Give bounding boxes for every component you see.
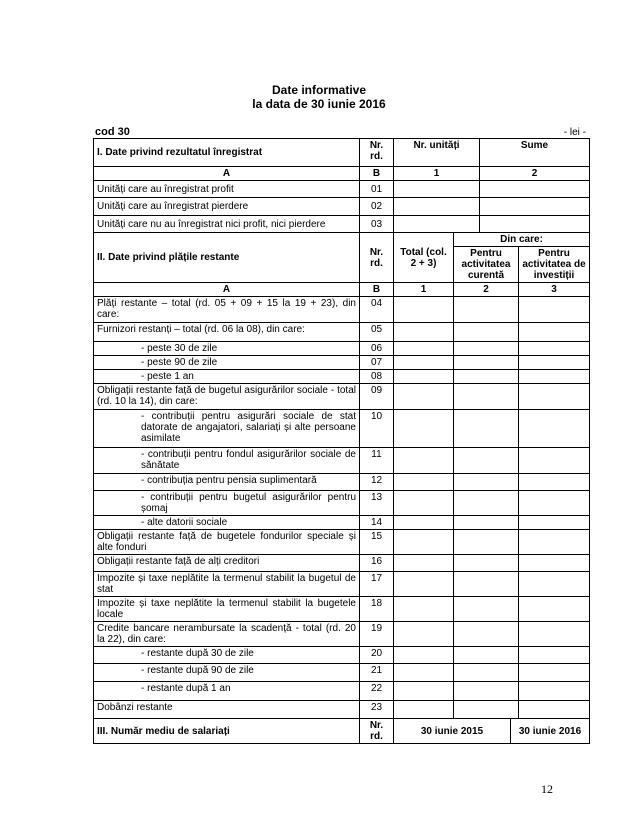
value-cell xyxy=(394,701,454,719)
row-number: 13 xyxy=(360,491,394,516)
section3-col-2015: 30 iunie 2015 xyxy=(394,719,511,744)
value-cell xyxy=(394,530,454,555)
value-cell xyxy=(394,516,454,530)
value-cell xyxy=(480,181,590,198)
value-cell xyxy=(454,701,519,719)
value-cell xyxy=(454,682,519,701)
row-number: 01 xyxy=(360,181,394,198)
row-label: Obligații restante față de alți creditori xyxy=(94,555,360,572)
row-number: 02 xyxy=(360,198,394,216)
row-label: Credite bancare nerambursate la scadență - total (rd. 20 la 22), din care: xyxy=(94,622,360,647)
row-label: - contribuții pentru fondul asigurărilor sociale de sănătate xyxy=(94,448,360,474)
section2-col-total: Total (col. 2 + 3) xyxy=(394,233,454,283)
row-number: 19 xyxy=(360,622,394,647)
row-label: Impozite și taxe neplătite la termenul stabilit la bugetele locale xyxy=(94,597,360,622)
row-label: - peste 30 de zile xyxy=(94,342,360,356)
value-cell xyxy=(394,297,454,323)
value-cell xyxy=(519,448,590,474)
value-cell xyxy=(519,597,590,622)
value-cell xyxy=(519,682,590,701)
row-number: 10 xyxy=(360,410,394,448)
row-number: 09 xyxy=(360,384,394,410)
letter-cell: 1 xyxy=(394,167,480,181)
value-cell xyxy=(519,516,590,530)
value-cell xyxy=(454,356,519,370)
section2-title: II. Date privind plățile restante xyxy=(94,233,360,283)
value-cell xyxy=(480,198,590,216)
value-cell xyxy=(394,198,480,216)
value-cell xyxy=(454,647,519,664)
value-cell xyxy=(454,474,519,491)
row-label: Obligații restante față de bugetul asigurărilor sociale - total (rd. 10 la 14), din care: xyxy=(94,384,360,410)
table-row xyxy=(94,216,590,233)
row-number: 04 xyxy=(360,297,394,323)
value-cell xyxy=(454,622,519,647)
value-cell xyxy=(394,342,454,356)
table-row xyxy=(94,516,590,530)
row-label: Unități care nu au înregistrat nici profit, nici pierdere xyxy=(94,216,360,233)
value-cell xyxy=(519,572,590,597)
row-number: 22 xyxy=(360,682,394,701)
row-number: 18 xyxy=(360,597,394,622)
section2-col-nr: Nr. rd. xyxy=(360,233,394,283)
value-cell xyxy=(394,682,454,701)
row-number: 20 xyxy=(360,647,394,664)
row-label: Furnizori restanți – total (rd. 06 la 08), din care: xyxy=(94,323,360,342)
table-row xyxy=(94,474,590,491)
letter-cell: A xyxy=(94,167,360,181)
row-label: - alte datorii sociale xyxy=(94,516,360,530)
table-row xyxy=(94,682,590,701)
row-number: 15 xyxy=(360,530,394,555)
letter-cell: B xyxy=(360,167,394,181)
letter-cell: 2 xyxy=(454,283,519,297)
row-label: Impozite și taxe neplătite la termenul stabilit la bugetul de stat xyxy=(94,572,360,597)
table-row xyxy=(94,664,590,682)
row-label: Plăți restante – total (rd. 05 + 09 + 15 la 19 + 23), din care: xyxy=(94,297,360,323)
value-cell xyxy=(454,370,519,384)
row-label: - peste 1 an xyxy=(94,370,360,384)
row-number: 07 xyxy=(360,356,394,370)
value-cell xyxy=(519,474,590,491)
document-subtitle: la data de 30 iunie 2016 xyxy=(252,97,386,111)
value-cell xyxy=(454,323,519,342)
row-label: - contribuții pentru asigurări sociale de stat datorate de angajatori, salariați și alte persoane asimilate xyxy=(94,410,360,448)
value-cell xyxy=(519,370,590,384)
informative-data-table xyxy=(93,138,590,744)
section3-title: III. Număr mediu de salariați xyxy=(94,719,360,744)
row-label: - peste 90 de zile xyxy=(94,356,360,370)
section1-col-sume: Sume xyxy=(480,139,590,167)
section3-header-row xyxy=(94,719,590,744)
row-label: - restante după 90 de zile xyxy=(94,664,360,682)
row-label: - restante după 1 an xyxy=(94,682,360,701)
value-cell xyxy=(454,342,519,356)
section3-col-nr: Nr. rd. xyxy=(360,719,394,744)
value-cell xyxy=(519,664,590,682)
value-cell xyxy=(394,647,454,664)
section1-rows xyxy=(94,181,590,233)
row-number: 14 xyxy=(360,516,394,530)
row-number: 16 xyxy=(360,555,394,572)
table-row xyxy=(94,342,590,356)
row-number: 08 xyxy=(360,370,394,384)
value-cell xyxy=(519,555,590,572)
value-cell xyxy=(394,474,454,491)
value-cell xyxy=(519,622,590,647)
row-number: 05 xyxy=(360,323,394,342)
table-row xyxy=(94,384,590,410)
value-cell xyxy=(519,410,590,448)
value-cell xyxy=(394,491,454,516)
currency-unit: - lei - xyxy=(563,127,586,138)
table-row xyxy=(94,572,590,597)
value-cell xyxy=(394,181,480,198)
value-cell xyxy=(394,410,454,448)
value-cell xyxy=(394,597,454,622)
value-cell xyxy=(519,530,590,555)
section2-letters-row xyxy=(94,283,590,297)
value-cell xyxy=(394,572,454,597)
table-row xyxy=(94,181,590,198)
row-label: Unități care au înregistrat profit xyxy=(94,181,360,198)
table-row xyxy=(94,622,590,647)
table-row xyxy=(94,198,590,216)
value-cell xyxy=(394,622,454,647)
table-row xyxy=(94,410,590,448)
value-cell xyxy=(519,701,590,719)
section1-title: I. Date privind rezultatul înregistrat xyxy=(94,139,360,167)
value-cell xyxy=(454,410,519,448)
value-cell xyxy=(519,297,590,323)
row-label: - contribuții pentru bugetul asigurărilor pentru șomaj xyxy=(94,491,360,516)
row-label: Unități care au înregistrat pierdere xyxy=(94,198,360,216)
value-cell xyxy=(519,491,590,516)
table-row xyxy=(94,323,590,342)
value-cell xyxy=(454,491,519,516)
section1-col-unitati: Nr. unități xyxy=(394,139,480,167)
form-code: cod 30 xyxy=(95,126,130,138)
row-number: 12 xyxy=(360,474,394,491)
row-number: 23 xyxy=(360,701,394,719)
row-label: - restante după 30 de zile xyxy=(94,647,360,664)
table-row xyxy=(94,448,590,474)
value-cell xyxy=(454,297,519,323)
row-label: - contribuția pentru pensia suplimentară xyxy=(94,474,360,491)
value-cell xyxy=(454,516,519,530)
document-title: Date informative xyxy=(271,83,367,97)
table-row xyxy=(94,647,590,664)
value-cell xyxy=(519,647,590,664)
table-row xyxy=(94,356,590,370)
letter-cell: 1 xyxy=(394,283,454,297)
row-number: 21 xyxy=(360,664,394,682)
section2-header-row xyxy=(94,233,590,247)
letter-cell: 3 xyxy=(519,283,590,297)
value-cell xyxy=(454,572,519,597)
value-cell xyxy=(519,356,590,370)
section2-col-curenta: Pentru activitatea curentă xyxy=(454,247,519,283)
table-row xyxy=(94,597,590,622)
section2-col-investitii: Pentru activitatea de investiții xyxy=(519,247,590,283)
section2-col-din-care: Din care: xyxy=(454,233,590,247)
value-cell xyxy=(394,448,454,474)
section1-letters-row xyxy=(94,167,590,181)
table-row xyxy=(94,701,590,719)
table-row xyxy=(94,530,590,555)
value-cell xyxy=(454,555,519,572)
section1-header-row xyxy=(94,139,590,167)
letter-cell: B xyxy=(360,283,394,297)
value-cell xyxy=(519,323,590,342)
value-cell xyxy=(454,597,519,622)
row-number: 17 xyxy=(360,572,394,597)
row-number: 03 xyxy=(360,216,394,233)
page-number: 12 xyxy=(541,782,553,796)
letter-cell: A xyxy=(94,283,360,297)
value-cell xyxy=(454,664,519,682)
table-row xyxy=(94,491,590,516)
value-cell xyxy=(394,356,454,370)
value-cell xyxy=(519,342,590,356)
row-number: 06 xyxy=(360,342,394,356)
value-cell xyxy=(454,384,519,410)
value-cell xyxy=(394,216,480,233)
value-cell xyxy=(519,384,590,410)
section3-col-2016: 30 iunie 2016 xyxy=(511,719,590,744)
letter-cell: 2 xyxy=(480,167,590,181)
section1-col-nr: Nr. rd. xyxy=(360,139,394,167)
table-row xyxy=(94,555,590,572)
value-cell xyxy=(394,555,454,572)
section2-rows xyxy=(94,297,590,719)
value-cell xyxy=(454,530,519,555)
value-cell xyxy=(394,370,454,384)
row-number: 11 xyxy=(360,448,394,474)
table-row xyxy=(94,297,590,323)
row-label: Obligații restante față de bugetele fondurilor speciale și alte fonduri xyxy=(94,530,360,555)
value-cell xyxy=(394,384,454,410)
table-row xyxy=(94,370,590,384)
value-cell xyxy=(480,216,590,233)
value-cell xyxy=(394,664,454,682)
value-cell xyxy=(394,323,454,342)
value-cell xyxy=(454,448,519,474)
row-label: Dobânzi restante xyxy=(94,701,360,719)
